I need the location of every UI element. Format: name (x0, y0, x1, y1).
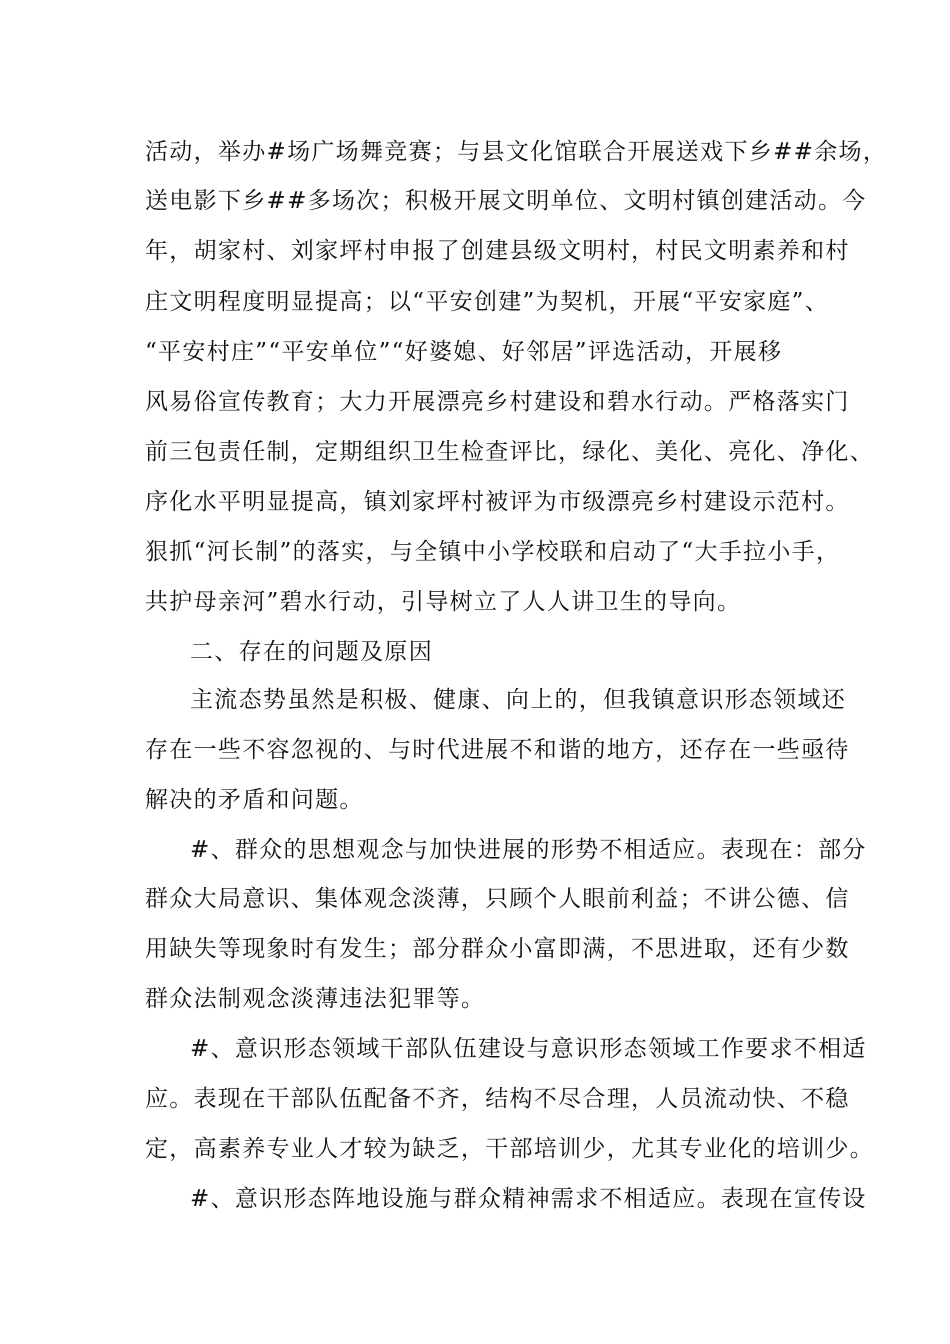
paragraph-first-line: #、意识形态阵地设施与群众精神需求不相适应。表现在宣传设 (190, 1186, 867, 1212)
body-text-line: 狠抓“河长制”的落实，与全镇中小学校联和启动了“大手拉小手， (145, 539, 841, 565)
section-heading: 二、存在的问题及原因 (190, 639, 433, 665)
body-text-line: 群众大局意识、集体观念淡薄，只顾个人眼前利益；不讲公德、信 (145, 886, 850, 912)
body-text-line: 共护母亲河”碧水行动，引导树立了人人讲卫生的导向。 (145, 589, 742, 615)
body-text-line: 年，胡家村、刘家坪村申报了创建县级文明村，村民文明素养和村 (145, 238, 850, 264)
body-text-line: 应。表现在干部队伍配备不齐，结构不尽合理，人员流动快、不稳 (145, 1086, 850, 1112)
body-text-line: 序化水平明显提高，镇刘家坪村被评为市级漂亮乡村建设示范村。 (145, 489, 850, 515)
body-text-line: 用缺失等现象时有发生；部分群众小富即满，不思进取，还有少数 (145, 936, 850, 962)
paragraph-first-line: #、意识形态领域干部队伍建设与意识形态领域工作要求不相适 (190, 1036, 867, 1062)
body-text-line: 群众法制观念淡薄违法犯罪等。 (145, 986, 486, 1012)
paragraph-first-line: #、群众的思想观念与加快进展的形势不相适应。表现在：部分 (190, 837, 867, 863)
body-text-line: 庄文明程度明显提高；以“平安创建”为契机，开展“平安家庭”、 (145, 289, 830, 315)
body-text-line: 活动，举办#场广场舞竞赛；与县文化馆联合开展送戏下乡##余场， (145, 139, 888, 165)
body-text-line: “平安村庄”“平安单位”“好婆媳、好邻居”评选活动，开展移 (145, 339, 783, 365)
body-text-line: 送电影下乡##多场次；积极开展文明单位、文明村镇创建活动。今 (145, 188, 867, 214)
paragraph-first-line: 主流态势虽然是积极、健康、向上的，但我镇意识形态领域还 (190, 687, 847, 713)
body-text-line: 存在一些不容忽视的、与时代进展不和谐的地方，还存在一些亟待 (145, 737, 850, 763)
body-text-line: 风易俗宣传教育；大力开展漂亮乡村建设和碧水行动。严格落实门 (145, 389, 850, 415)
body-text-line: 解决的矛盾和问题。 (145, 787, 364, 813)
body-text-line: 定，高素养专业人才较为缺乏，干部培训少，尤其专业化的培训少。 (145, 1136, 874, 1162)
body-text-line: 前三包责任制，定期组织卫生检查评比，绿化、美化、亮化、净化、 (145, 439, 874, 465)
